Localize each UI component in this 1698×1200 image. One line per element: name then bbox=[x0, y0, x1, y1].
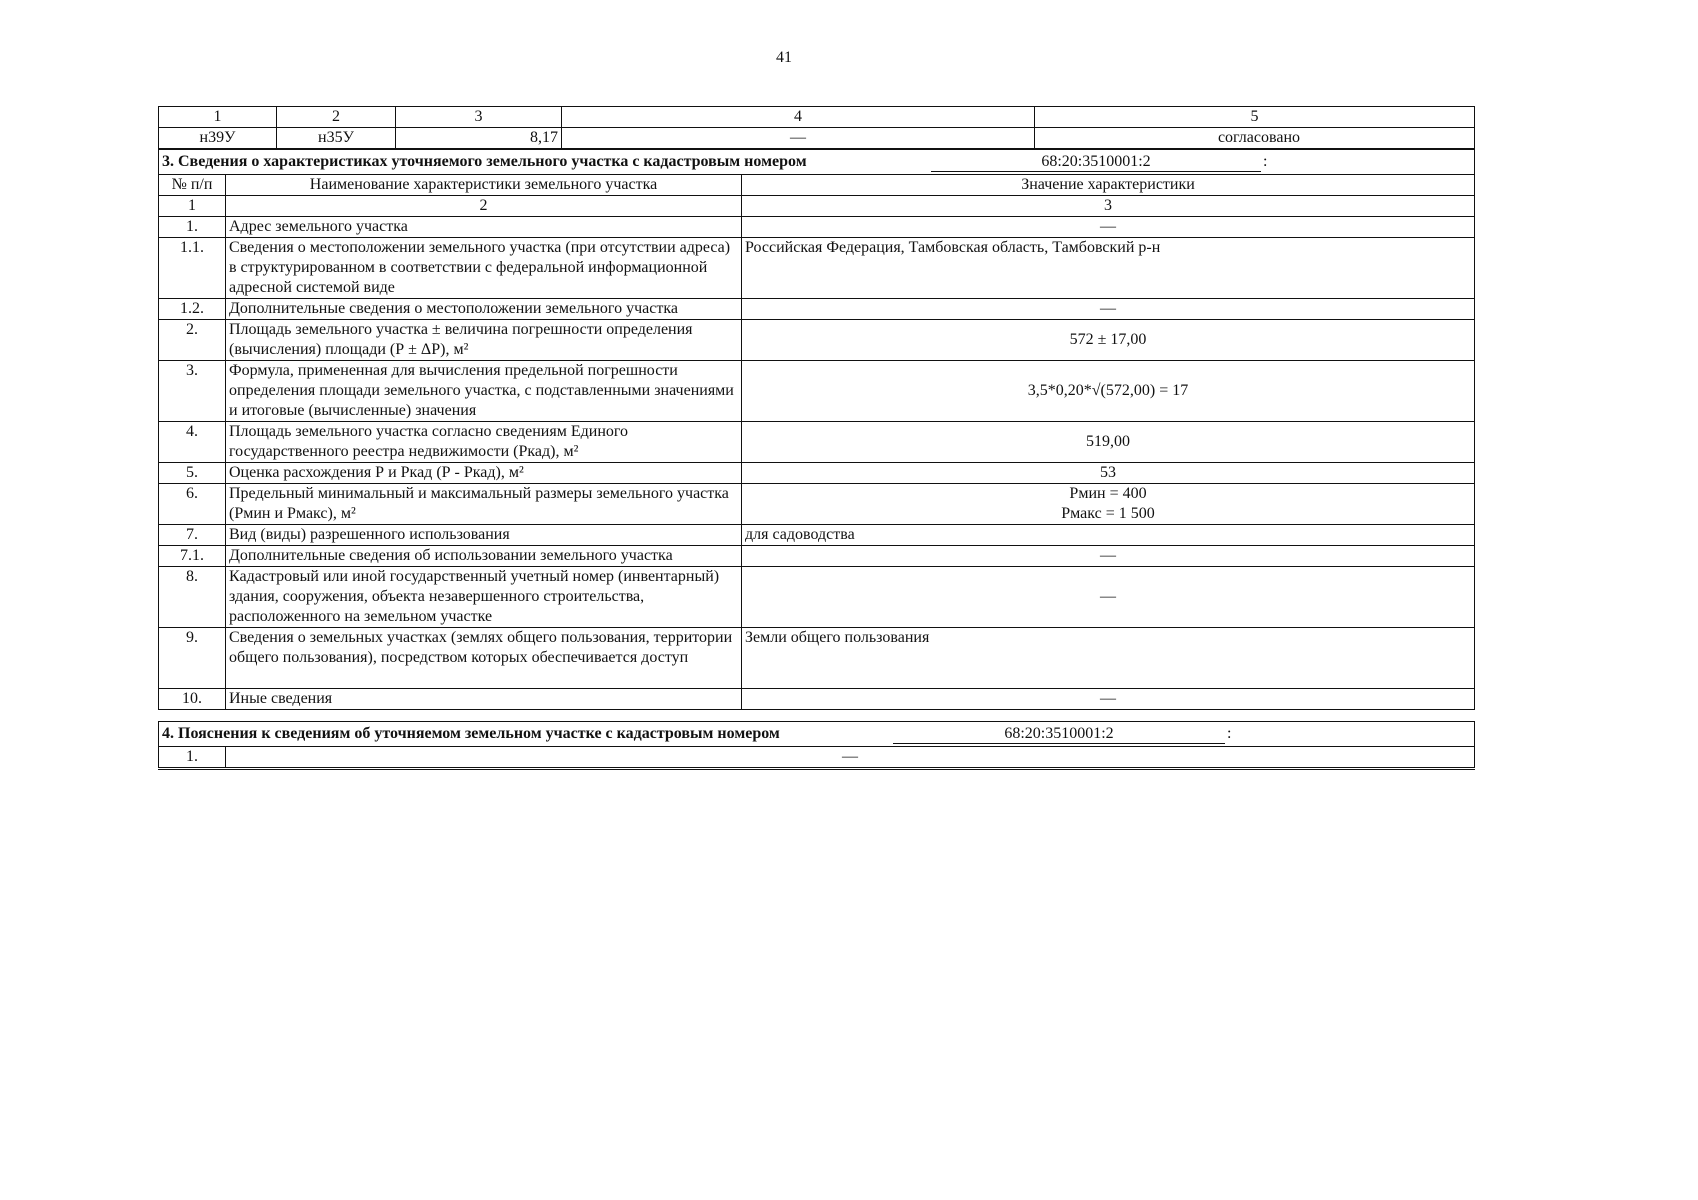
characteristic-value: — bbox=[742, 689, 1475, 710]
table-row bbox=[159, 128, 1475, 149]
characteristic-value: для садоводства bbox=[742, 525, 1475, 546]
section3-colon: : bbox=[1263, 153, 1268, 170]
area-max-value: Рмакс = 1 500 bbox=[1061, 505, 1155, 522]
col-header-num: № п/п bbox=[159, 175, 226, 196]
row-number: 3. bbox=[159, 361, 226, 422]
characteristic-value: — bbox=[742, 546, 1475, 567]
characteristic-value: 572 ± 17,00 bbox=[742, 320, 1475, 361]
characteristic-value: — bbox=[742, 299, 1475, 320]
col-header: 2 bbox=[277, 107, 396, 128]
row-number: 9. bbox=[159, 628, 226, 689]
characteristic-name: Площадь земельного участка согласно сведениям Единого государственного реестра недвижимости (Ркад), м² bbox=[226, 422, 742, 463]
table-row bbox=[159, 299, 1475, 320]
characteristic-value: 3,5*0,20*√(572,00) = 17 bbox=[742, 361, 1475, 422]
characteristic-name: Кадастровый или иной государственный учетный номер (инвентарный) здания, сооружения, объекта незавершенного строительства, расположенного на земельном участке bbox=[226, 567, 742, 628]
row-number: 1.2. bbox=[159, 299, 226, 320]
col-header: 1 bbox=[159, 107, 277, 128]
point-from: н39У bbox=[159, 128, 277, 149]
table-row bbox=[159, 689, 1475, 710]
col-header: 3 bbox=[396, 107, 562, 128]
characteristic-name: Сведения о земельных участках (землях общего пользования, территории общего пользования), посредством которых обеспечивается доступ bbox=[226, 628, 742, 689]
distance-value: 8,17 bbox=[396, 128, 562, 149]
description-value: — bbox=[562, 128, 1035, 149]
section4-title-cell bbox=[159, 722, 1475, 747]
point-to: н35У bbox=[277, 128, 396, 149]
characteristic-name: Формула, примененная для вычисления предельной погрешности определения площади земельного участка, с подставленными значениями и итоговые (вычисленные) значения bbox=[226, 361, 742, 422]
row-number: 10. bbox=[159, 689, 226, 710]
col-number: 2 bbox=[226, 196, 742, 217]
row-number: 4. bbox=[159, 422, 226, 463]
continuation-table bbox=[158, 106, 1475, 149]
table-row bbox=[159, 747, 1475, 769]
row-number: 6. bbox=[159, 484, 226, 525]
table-row bbox=[159, 361, 1475, 422]
characteristic-name: Адрес земельного участка bbox=[226, 217, 742, 238]
section3-title: 3. Сведения о характеристиках уточняемого земельного участка с кадастровым номером bbox=[162, 153, 807, 170]
characteristic-value: Российская Федерация, Тамбовская область, Тамбовский р-н bbox=[742, 238, 1475, 299]
table-row bbox=[159, 628, 1475, 689]
characteristic-name: Дополнительные сведения о местоположении земельного участка bbox=[226, 299, 742, 320]
section3-cadastral-number: 68:20:3510001:2 bbox=[931, 152, 1261, 172]
table-row bbox=[159, 320, 1475, 361]
section4-title: 4. Пояснения к сведениям об уточняемом земельном участке с кадастровым номером bbox=[162, 725, 780, 742]
characteristic-name: Дополнительные сведения об использовании земельного участка bbox=[226, 546, 742, 567]
characteristic-name: Предельный минимальный и максимальный размеры земельного участка (Рмин и Рмакс), м² bbox=[226, 484, 742, 525]
row-number: 1. bbox=[159, 217, 226, 238]
section3-title-row bbox=[159, 150, 1475, 175]
table-header-row bbox=[159, 107, 1475, 128]
characteristic-value: — bbox=[742, 217, 1475, 238]
table-row bbox=[159, 546, 1475, 567]
table-row bbox=[159, 567, 1475, 628]
row-number: 7.1. bbox=[159, 546, 226, 567]
row-number: 7. bbox=[159, 525, 226, 546]
row-number: 2. bbox=[159, 320, 226, 361]
characteristic-value: 519,00 bbox=[742, 422, 1475, 463]
column-numbers-row bbox=[159, 196, 1475, 217]
col-header-name: Наименование характеристики земельного участка bbox=[226, 175, 742, 196]
table-row bbox=[159, 217, 1475, 238]
row-number: 1.1. bbox=[159, 238, 226, 299]
table-header-row bbox=[159, 175, 1475, 196]
col-number: 1 bbox=[159, 196, 226, 217]
table-row bbox=[159, 525, 1475, 546]
col-header-value: Значение характеристики bbox=[742, 175, 1475, 196]
agreement-status: согласовано bbox=[1035, 128, 1475, 149]
table-row bbox=[159, 238, 1475, 299]
characteristic-name: Иные сведения bbox=[226, 689, 742, 710]
characteristic-name: Площадь земельного участка ± величина погрешности определения (вычисления) площади (Р ± ΔР), м² bbox=[226, 320, 742, 361]
characteristic-value: 53 bbox=[742, 463, 1475, 484]
explanation-value: — bbox=[226, 747, 1475, 769]
table-row bbox=[159, 463, 1475, 484]
characteristic-value: Земли общего пользования bbox=[742, 628, 1475, 689]
area-min-value: Рмин = 400 bbox=[1069, 485, 1147, 502]
col-number: 3 bbox=[742, 196, 1475, 217]
row-number: 8. bbox=[159, 567, 226, 628]
table-row bbox=[159, 484, 1475, 525]
characteristic-name: Оценка расхождения Р и Ркад (Р - Ркад), м² bbox=[226, 463, 742, 484]
row-number: 5. bbox=[159, 463, 226, 484]
characteristic-name: Сведения о местоположении земельного участка (при отсутствии адреса) в структурированном в соответствии с федеральной информационной адресной системой виде bbox=[226, 238, 742, 299]
table-row bbox=[159, 422, 1475, 463]
col-header: 5 bbox=[1035, 107, 1475, 128]
section4-cadastral-number: 68:20:3510001:2 bbox=[893, 724, 1225, 744]
section3-table bbox=[158, 149, 1475, 710]
section3-title-cell bbox=[159, 150, 1475, 175]
section4-title-row bbox=[159, 722, 1475, 747]
page-number: 41 bbox=[776, 49, 792, 66]
characteristic-value: — bbox=[742, 567, 1475, 628]
row-number: 1. bbox=[159, 747, 226, 769]
section4-colon: : bbox=[1227, 725, 1232, 742]
characteristic-name: Вид (виды) разрешенного использования bbox=[226, 525, 742, 546]
characteristic-value bbox=[742, 484, 1475, 525]
col-header: 4 bbox=[562, 107, 1035, 128]
section4-table bbox=[158, 721, 1475, 770]
